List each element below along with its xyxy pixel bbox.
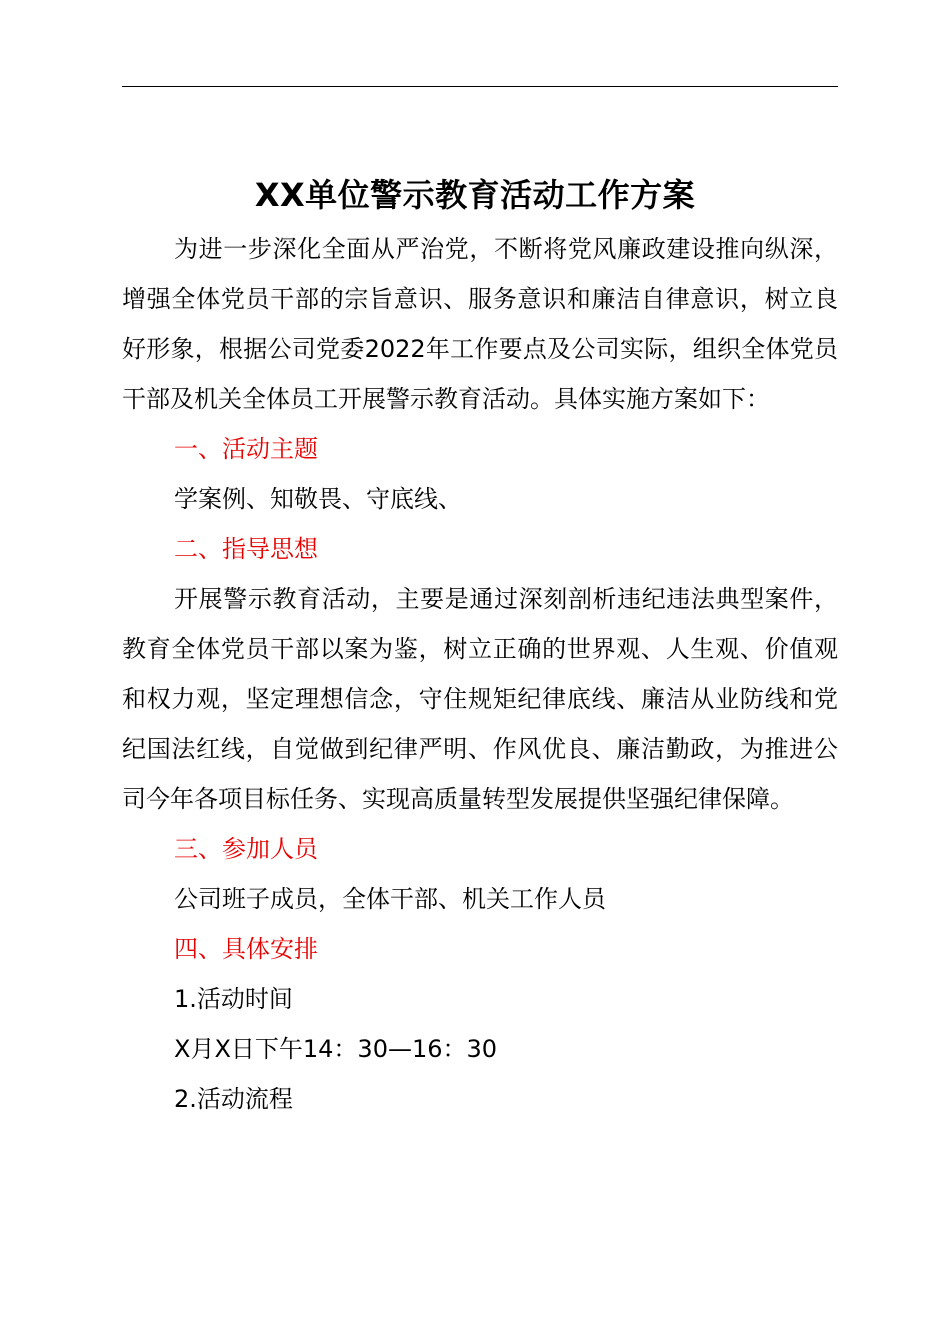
section-heading-theme: 一、活动主题 [174,435,318,463]
intro-paragraph: 为进一步深化全面从严治党，不断将党风廉政建设推向纵深，增强全体党员干部的宗旨意识、服务意识和廉洁自律意识，树立良好形象，根据公司党委2022年工作要点及公司实际，组织全体党员干部及机关全体员工开展警示教育活动。具体实施方案如下： [122,235,838,413]
section-body-participants: 公司班子成员，全体干部、机关工作人员 [174,885,606,913]
section-heading-guiding-ideology: 二、指导思想 [174,535,318,563]
arrangement-item-time-value: X月X日下午14：30—16：30 [174,1035,498,1063]
header-rule [122,86,838,87]
section-body-guiding-ideology: 开展警示教育活动，主要是通过深刻剖析违纪违法典型案件，教育全体党员干部以案为鉴，树立正确的世界观、人生观、价值观和权力观，坚定理想信念，守住规矩纪律底线、廉洁从业防线和党纪国法红线，自觉做到纪律严明、作风优良、廉洁勤政，为推进公司今年各项目标任务、实现高质量转型发展提供坚强纪律保障。 [122,585,838,813]
arrangement-item-time-label: 1.活动时间 [174,985,293,1013]
section-heading-participants: 三、参加人员 [174,835,318,863]
document-body [122,224,838,1124]
document-title: XX单位警示教育活动工作方案 [254,176,696,215]
arrangement-item-process-label: 2.活动流程 [174,1085,293,1113]
section-body-theme: 学案例、知敬畏、守底线、 [174,485,462,513]
section-heading-arrangements: 四、具体安排 [174,935,318,963]
